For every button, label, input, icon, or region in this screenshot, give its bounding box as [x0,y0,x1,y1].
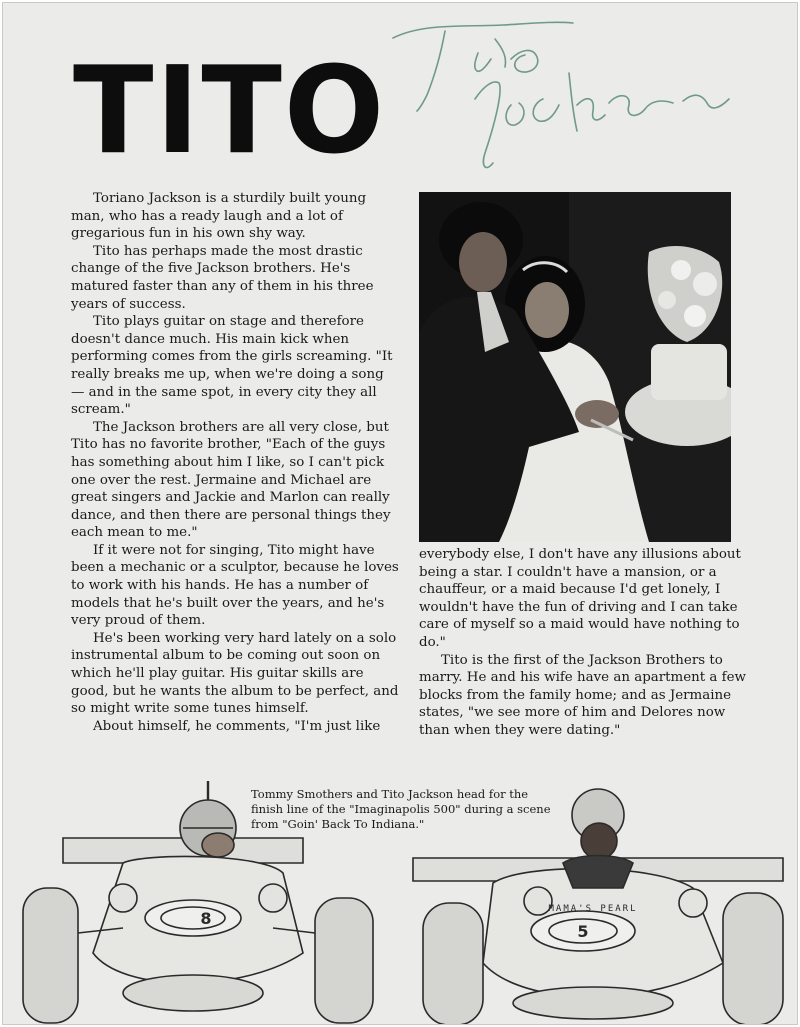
wedding-photo [419,192,731,542]
autograph-signature [383,13,783,193]
race-cars-illustration [3,763,797,1025]
car-number-left: 8 [200,909,212,928]
paragraph: He's been working very hard lately on a solo instrumental album to be coming out soon on which he'll play guitar. His guitar skills are good, but he wants the album to be perfect, and so might write some tunes himself. [71,630,399,717]
article-column-left [71,190,401,735]
paragraph: everybody else, I don't have any illusions about being a star. I couldn't have a mansion, or a chauffeur, or a maid because I'd get lonely, I wouldn't have the fun of driving and I can take care of myself so a maid would have nothing to do." [419,547,741,650]
paragraph: Tito plays guitar on stage and therefore doesn't dance much. His main kick when performing comes from the girls screaming. "It really breaks me up, when we're doing a song — and in the same spot, in every city they all scream." [71,314,393,418]
car-name-right: MAMA'S PEARL [548,904,638,914]
paragraph: Toriano Jackson is a sturdily built young man, who has a ready laugh and a lot of gregarious fun in his own shy way. [71,191,367,242]
photo-caption: Tommy Smothers and Tito Jackson head for the finish line of the "Imaginapolis 500" during a scene from "Goin' Back To Indiana." [251,787,551,831]
magazine-page [2,2,798,1025]
page-title: TITO [73,39,387,181]
paragraph: If it were not for singing, Tito might have been a mechanic or a sculptor, because he loves to work with his hands. He has a number of models that he's built over the years, and he's very proud of them. [71,542,399,629]
paragraph: Tito has perhaps made the most drastic change of the five Jackson brothers. He's matured faster than any of them in his three years of success. [71,243,374,312]
car-number-right: 5 [577,922,589,941]
paragraph: Tito is the first of the Jackson Brothers to marry. He and his wife have an apartment a few blocks from the family home; and as Jermaine states, "we see more of him and Delores now than when they were dating." [419,652,746,738]
paragraph: The Jackson brothers are all very close, but Tito has no favorite brother, "Each of the guys has something about him I like, so I can't pick one over the rest. Jermaine and Michael are great singers and Jackie and Marlon can really dance, and then there are personal things they each mean to me." [71,419,391,541]
article-column-right [419,546,751,740]
paragraph: About himself, he comments, "I'm just like [93,718,381,734]
